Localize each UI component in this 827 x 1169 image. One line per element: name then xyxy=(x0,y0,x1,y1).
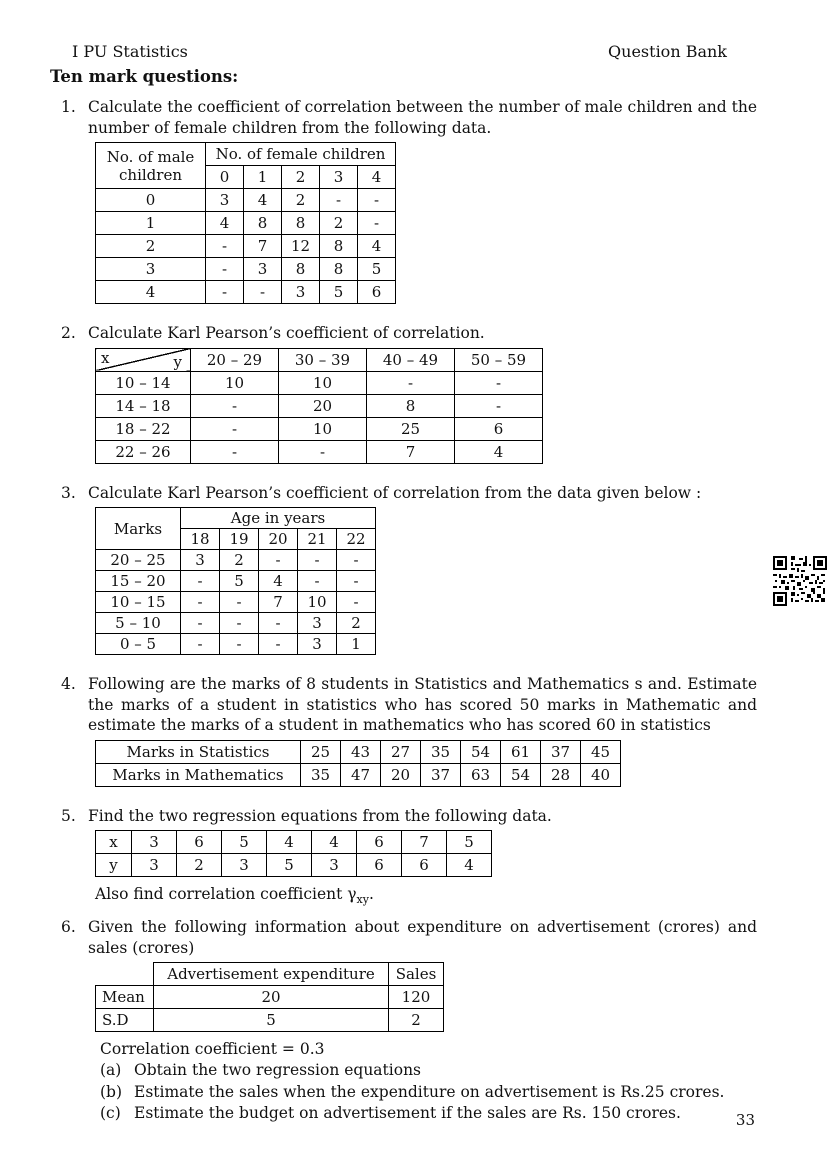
subitem-label: (a) xyxy=(100,1061,122,1080)
table-cell: S.D xyxy=(96,1009,154,1032)
section-title: Ten mark questions: xyxy=(50,67,239,86)
question-text: Calculate Karl Pearson’s coefficient of correlation. xyxy=(88,324,485,342)
table-cell: 3 xyxy=(132,831,177,854)
question-number: 1. xyxy=(61,98,76,116)
table-row xyxy=(96,740,621,763)
table-cell: 4 xyxy=(358,235,396,258)
table-cell: 7 xyxy=(402,831,447,854)
table-row xyxy=(96,143,396,166)
marks-age-table xyxy=(95,507,376,655)
qr-code xyxy=(773,556,827,606)
table-cell: 2 xyxy=(389,1009,444,1032)
table-cell: 3 xyxy=(96,258,206,281)
table-row xyxy=(96,854,492,877)
table-cell: 3 xyxy=(181,550,220,571)
table-cell: - xyxy=(206,235,244,258)
document-header xyxy=(50,42,757,61)
table-row xyxy=(96,440,543,463)
table-cell: 2 xyxy=(177,854,222,877)
table-row xyxy=(96,613,376,634)
table-cell: 5 – 10 xyxy=(96,613,181,634)
table-cell: 43 xyxy=(341,740,381,763)
table-cell: 8 xyxy=(320,235,358,258)
table-cell: 12 xyxy=(282,235,320,258)
table-cell: 20 – 25 xyxy=(96,550,181,571)
note-subscript: xy xyxy=(356,893,369,907)
correlation-coefficient-line: Correlation coefficient = 0.3 xyxy=(100,1040,325,1059)
question-body xyxy=(88,483,757,664)
table-row xyxy=(96,281,396,304)
table-cell: 21 xyxy=(298,529,337,550)
table-cell: 7 xyxy=(244,235,282,258)
table-cell: 4 xyxy=(447,854,492,877)
table-row xyxy=(96,571,376,592)
table-cell: 20 xyxy=(279,394,367,417)
question-2 xyxy=(50,323,757,472)
table-cell: 14 – 18 xyxy=(96,394,191,417)
table-row xyxy=(96,417,543,440)
table-cell: Marks in Mathematics xyxy=(96,763,301,786)
table-cell: x xyxy=(96,831,132,854)
subitem-label: (b) xyxy=(100,1082,123,1101)
table-cell: y xyxy=(96,854,132,877)
table-cell: 4 xyxy=(244,189,282,212)
table-cell: 2 xyxy=(282,189,320,212)
subitem-text: Obtain the two regression equations xyxy=(134,1061,421,1080)
table-cell: 6 xyxy=(358,281,396,304)
table-cell: 5 xyxy=(154,1009,389,1032)
table-cell: - xyxy=(279,440,367,463)
table-row xyxy=(96,235,396,258)
subitem-label: (c) xyxy=(100,1104,121,1123)
table-cell: 54 xyxy=(461,740,501,763)
table-cell: 20 xyxy=(259,529,298,550)
table-cell: 8 xyxy=(320,258,358,281)
question-number: 6. xyxy=(61,918,76,937)
table-cell: - xyxy=(181,571,220,592)
table-cell: 5 xyxy=(447,831,492,854)
table-row xyxy=(96,394,543,417)
table-cell: - xyxy=(320,189,358,212)
subitem-c xyxy=(100,1103,757,1125)
question-body xyxy=(88,917,757,1125)
table-cell: Mean xyxy=(96,986,154,1009)
question-number: 3. xyxy=(61,483,76,502)
table-cell: 3 xyxy=(282,281,320,304)
table-cell: 3 xyxy=(222,854,267,877)
question-number: 2. xyxy=(61,324,76,342)
table-cell: 37 xyxy=(541,740,581,763)
table-cell: No. of female children xyxy=(206,143,396,166)
table-cell: - xyxy=(220,613,259,634)
table-cell: 1 xyxy=(337,634,376,655)
table-cell: 3 xyxy=(320,166,358,189)
table-row xyxy=(96,1009,444,1032)
table-cell: - xyxy=(206,258,244,281)
table-cell: 6 xyxy=(357,831,402,854)
statistics-mathematics-marks-table xyxy=(95,740,621,787)
table-cell: 30 – 39 xyxy=(279,348,367,371)
table-cell: 3 xyxy=(298,634,337,655)
table-cell: 37 xyxy=(421,763,461,786)
table-cell: 10 xyxy=(298,592,337,613)
table-cell: - xyxy=(337,592,376,613)
question-text: Following are the marks of 8 students in Statistics and Mathematics s and. Estimate the marks of a student in statistics who has scored 50 marks in Mathematic and estimate the marks of a student in mathematics who has scored 60 in statistics xyxy=(88,675,757,734)
table-row xyxy=(96,986,444,1009)
table-cell: - xyxy=(244,281,282,304)
table-cell: - xyxy=(367,371,455,394)
question-body xyxy=(88,806,757,907)
table-cell: 2 xyxy=(282,166,320,189)
table-cell: - xyxy=(337,571,376,592)
table-cell: 7 xyxy=(367,440,455,463)
table-cell: 28 xyxy=(541,763,581,786)
table-cell: 1 xyxy=(96,212,206,235)
table-cell: 10 xyxy=(279,417,367,440)
table-cell: Age in years xyxy=(181,508,376,529)
table-cell: - xyxy=(259,550,298,571)
table-cell: 40 – 49 xyxy=(367,348,455,371)
table-cell: 8 xyxy=(367,394,455,417)
table-cell: 3 xyxy=(132,854,177,877)
note-text: Also find correlation coefficient γ xyxy=(95,885,357,903)
table-cell: 25 xyxy=(367,417,455,440)
table-row xyxy=(96,508,376,529)
table-cell: 4 xyxy=(96,281,206,304)
table-cell: - xyxy=(181,634,220,655)
table-cell: 2 xyxy=(320,212,358,235)
table-cell: Marks in Statistics xyxy=(96,740,301,763)
table-cell: 27 xyxy=(381,740,421,763)
table-cell: 15 – 20 xyxy=(96,571,181,592)
table-cell: 4 xyxy=(259,571,298,592)
header-right-title: Question Bank xyxy=(608,42,727,61)
table-cell: - xyxy=(455,394,543,417)
table-cell: 5 xyxy=(320,281,358,304)
question-6 xyxy=(50,917,757,1125)
table-cell: - xyxy=(206,281,244,304)
table-cell: - xyxy=(259,634,298,655)
question-body xyxy=(88,674,757,795)
table-cell: 40 xyxy=(581,763,621,786)
table-cell: Sales xyxy=(389,963,444,986)
table-cell: - xyxy=(358,189,396,212)
table-row xyxy=(96,348,543,371)
table-cell: 20 xyxy=(381,763,421,786)
table-row xyxy=(96,212,396,235)
question-text: Calculate Karl Pearson’s coefficient of correlation from the data given below : xyxy=(88,483,702,502)
bivariate-frequency-table xyxy=(95,348,543,464)
table-cell: 18 – 22 xyxy=(96,417,191,440)
table-cell: 2 xyxy=(220,550,259,571)
table-cell: - xyxy=(455,371,543,394)
table-cell: 6 xyxy=(455,417,543,440)
table-cell: - xyxy=(220,592,259,613)
question-text: Find the two regression equations from the following data. xyxy=(88,806,552,825)
table-cell: 0 xyxy=(96,189,206,212)
table-cell: 63 xyxy=(461,763,501,786)
table-cell: - xyxy=(191,394,279,417)
table-cell: - xyxy=(298,571,337,592)
question-text: Given the following information about expenditure on advertisement (crores) and sales (crores) xyxy=(88,918,757,957)
table-cell: 8 xyxy=(282,212,320,235)
question-3 xyxy=(50,483,757,664)
table-cell: 5 xyxy=(358,258,396,281)
question-1 xyxy=(50,97,757,312)
table-cell: - xyxy=(298,550,337,571)
note-suffix: . xyxy=(368,885,374,903)
question-note xyxy=(95,885,757,906)
table-row xyxy=(96,831,492,854)
page-number: 33 xyxy=(735,1111,755,1129)
table-cell: 3 xyxy=(206,189,244,212)
table-cell: 0 – 5 xyxy=(96,634,181,655)
table-row xyxy=(96,371,543,394)
table-cell: 2 xyxy=(337,613,376,634)
table-cell: - xyxy=(181,592,220,613)
question-number: 5. xyxy=(61,806,76,825)
table-cell: 35 xyxy=(301,763,341,786)
table-row xyxy=(96,763,621,786)
table-cell: - xyxy=(220,634,259,655)
table-cell: 50 – 59 xyxy=(455,348,543,371)
table-row xyxy=(96,963,444,986)
table-cell: 4 xyxy=(312,831,357,854)
table-cell: Advertisement expenditure xyxy=(154,963,389,986)
table-cell: 19 xyxy=(220,529,259,550)
subitem-b xyxy=(100,1082,757,1104)
table-cell: 120 xyxy=(389,986,444,1009)
table-cell: 10 – 14 xyxy=(96,371,191,394)
table-cell: No. of male children xyxy=(96,143,206,189)
question-number: 4. xyxy=(61,675,76,693)
diagonal-axis-cell xyxy=(96,348,191,371)
table-cell: 3 xyxy=(298,613,337,634)
table-cell: 54 xyxy=(501,763,541,786)
table-cell: 3 xyxy=(244,258,282,281)
table-cell: 10 – 15 xyxy=(96,592,181,613)
table-cell: - xyxy=(181,613,220,634)
table-cell: 8 xyxy=(244,212,282,235)
table-cell: 7 xyxy=(259,592,298,613)
table-cell: - xyxy=(358,212,396,235)
header-left-title: I PU Statistics xyxy=(72,42,188,61)
table-cell: 18 xyxy=(181,529,220,550)
table-cell: 6 xyxy=(357,854,402,877)
table-cell: 25 xyxy=(301,740,341,763)
question-5 xyxy=(50,806,757,907)
table-cell: 10 xyxy=(279,371,367,394)
table-cell: 45 xyxy=(581,740,621,763)
table-cell: 5 xyxy=(222,831,267,854)
table-cell: 4 xyxy=(455,440,543,463)
table-cell: 20 – 29 xyxy=(191,348,279,371)
table-cell: 47 xyxy=(341,763,381,786)
table-cell: 20 xyxy=(154,986,389,1009)
male-female-children-table xyxy=(95,142,396,304)
question-body xyxy=(88,323,757,472)
axis-label-y: y xyxy=(173,352,182,371)
advertisement-sales-table xyxy=(95,962,444,1032)
table-cell: 5 xyxy=(220,571,259,592)
table-cell: - xyxy=(337,550,376,571)
table-row xyxy=(96,634,376,655)
question-text: Calculate the coefficient of correlation between the number of male children and the number of female children from the following data. xyxy=(88,98,757,137)
table-cell: 3 xyxy=(312,854,357,877)
table-cell xyxy=(96,963,154,986)
table-cell: 6 xyxy=(177,831,222,854)
table-row xyxy=(96,550,376,571)
table-cell: 35 xyxy=(421,740,461,763)
table-row xyxy=(96,592,376,613)
table-row xyxy=(96,258,396,281)
table-cell: 22 – 26 xyxy=(96,440,191,463)
xy-data-table xyxy=(95,830,492,877)
subitem-a xyxy=(100,1060,757,1082)
table-cell: - xyxy=(259,613,298,634)
table-cell: 6 xyxy=(402,854,447,877)
table-cell: - xyxy=(191,417,279,440)
table-cell: Marks xyxy=(96,508,181,550)
question-body xyxy=(88,97,757,312)
table-cell: 22 xyxy=(337,529,376,550)
table-cell: 10 xyxy=(191,371,279,394)
table-cell: 2 xyxy=(96,235,206,258)
subitem-text: Estimate the budget on advertisement if the sales are Rs. 150 crores. xyxy=(134,1104,681,1123)
table-cell: 1 xyxy=(244,166,282,189)
table-cell: 8 xyxy=(282,258,320,281)
table-cell: 5 xyxy=(267,854,312,877)
table-cell: 4 xyxy=(267,831,312,854)
table-cell: 0 xyxy=(206,166,244,189)
axis-label-x: x xyxy=(101,348,110,367)
table-cell: 4 xyxy=(206,212,244,235)
table-cell: 4 xyxy=(358,166,396,189)
subitem-text: Estimate the sales when the expenditure on advertisement is Rs.25 crores. xyxy=(134,1082,725,1101)
table-cell: 61 xyxy=(501,740,541,763)
table-row xyxy=(96,189,396,212)
table-cell: - xyxy=(191,440,279,463)
question-4 xyxy=(50,674,757,795)
